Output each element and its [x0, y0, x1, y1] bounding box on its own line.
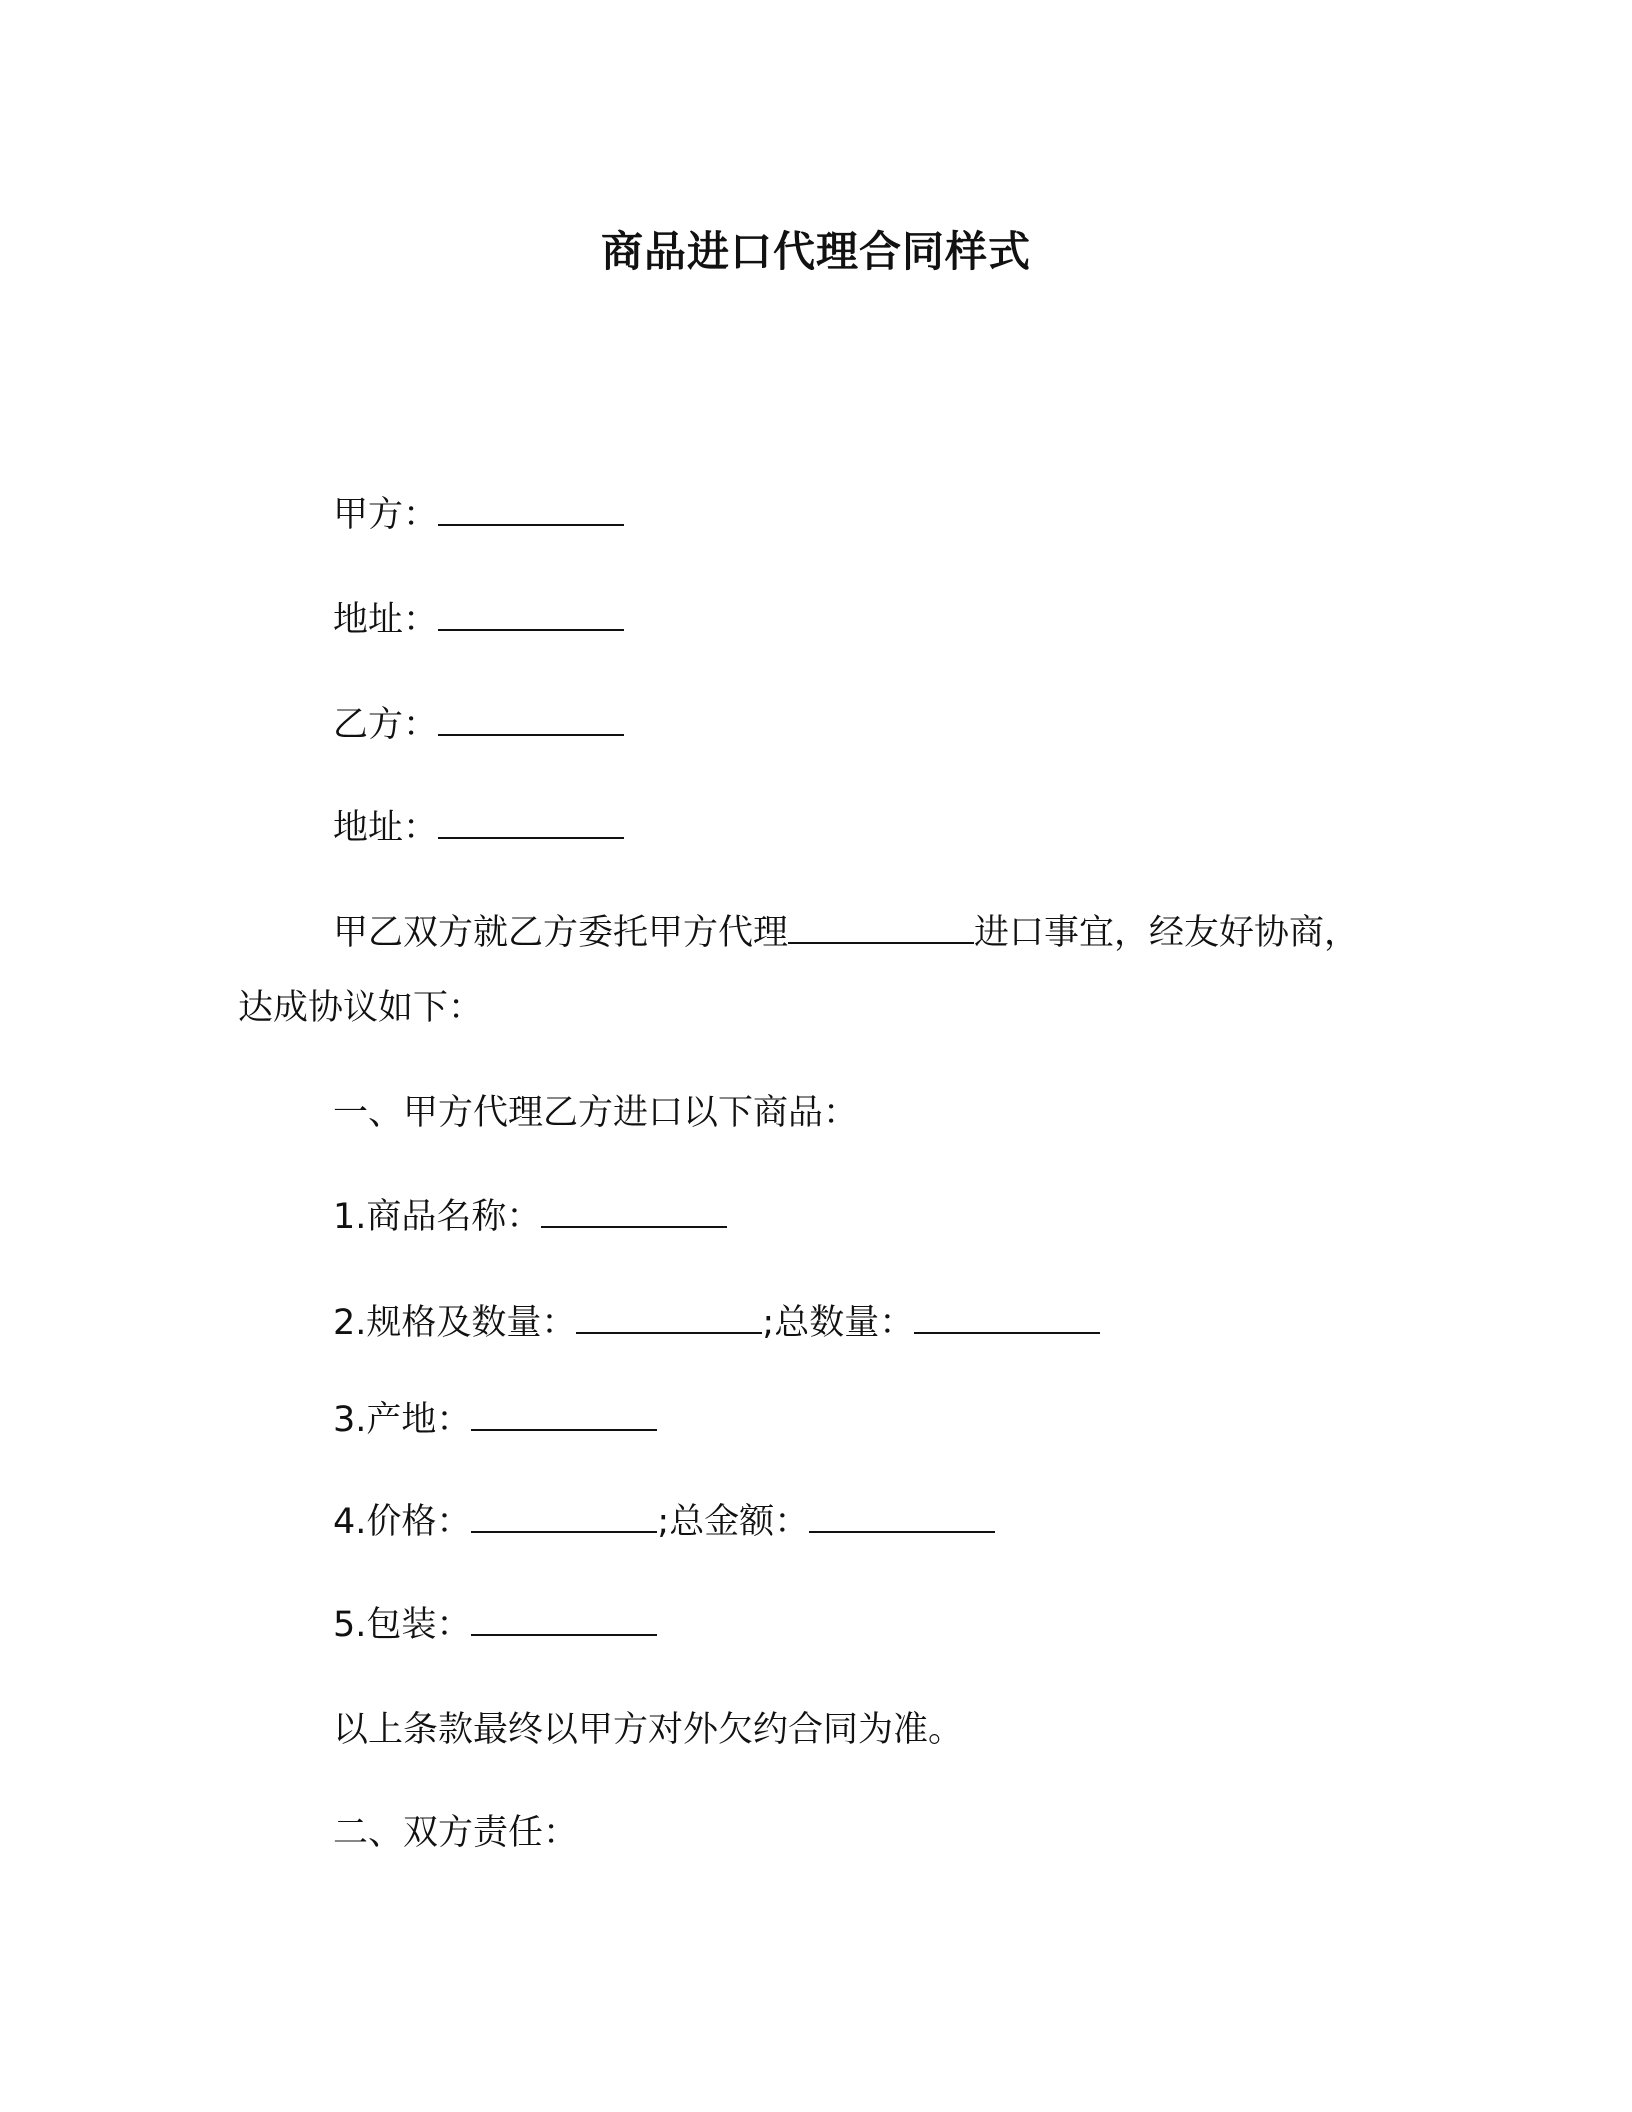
- clause-note: 以上条款最终以甲方对外欠约合同为准。: [333, 1710, 964, 1750]
- party-b-line: [333, 700, 624, 750]
- intro-blank: [788, 914, 974, 944]
- section1-heading: 一、甲方代理乙方进口以下商品：: [333, 1093, 859, 1133]
- item1-label: 1.商品名称：: [333, 1197, 542, 1237]
- address-b-line: [333, 803, 624, 853]
- address-b-label: 地址：: [333, 808, 439, 848]
- section2-heading: 二、双方责任：: [333, 1813, 579, 1853]
- document-title: 商品进口代理合同样式: [600, 227, 1031, 276]
- item1-line: [333, 1192, 727, 1242]
- item2-sep: ;总数量：: [762, 1303, 915, 1343]
- item5-line: [333, 1600, 657, 1650]
- item3-line: [333, 1395, 657, 1445]
- party-b-blank: [438, 706, 624, 736]
- party-a-blank: [438, 496, 624, 526]
- item2-label: 2.规格及数量：: [333, 1303, 577, 1343]
- item4-sep: ;总金额：: [657, 1502, 810, 1542]
- intro-line-1: [333, 908, 1359, 958]
- item2-total-blank: [914, 1304, 1100, 1334]
- item5-blank: [471, 1606, 657, 1636]
- item5-label: 5.包装：: [333, 1605, 472, 1645]
- address-a-blank: [438, 601, 624, 631]
- address-b-blank: [438, 809, 624, 839]
- item4-price-blank: [471, 1503, 657, 1533]
- item4-label: 4.价格：: [333, 1502, 472, 1542]
- intro-text-part1: 甲乙双方就乙方委托甲方代理: [333, 913, 789, 953]
- item4-total-blank: [809, 1503, 995, 1533]
- party-a-line: [333, 490, 624, 540]
- intro-text-part2: 进口事宜，经友好协商，: [974, 913, 1360, 953]
- item1-blank: [541, 1198, 727, 1228]
- item3-blank: [471, 1401, 657, 1431]
- item2-line: [333, 1298, 1100, 1348]
- intro-line-2: 达成协议如下：: [238, 988, 484, 1028]
- party-b-label: 乙方：: [333, 705, 439, 745]
- address-a-line: [333, 595, 624, 645]
- address-a-label: 地址：: [333, 600, 439, 640]
- item3-label: 3.产地：: [333, 1400, 472, 1440]
- item2-spec-blank: [576, 1304, 762, 1334]
- item4-line: [333, 1497, 995, 1547]
- party-a-label: 甲方：: [333, 495, 439, 535]
